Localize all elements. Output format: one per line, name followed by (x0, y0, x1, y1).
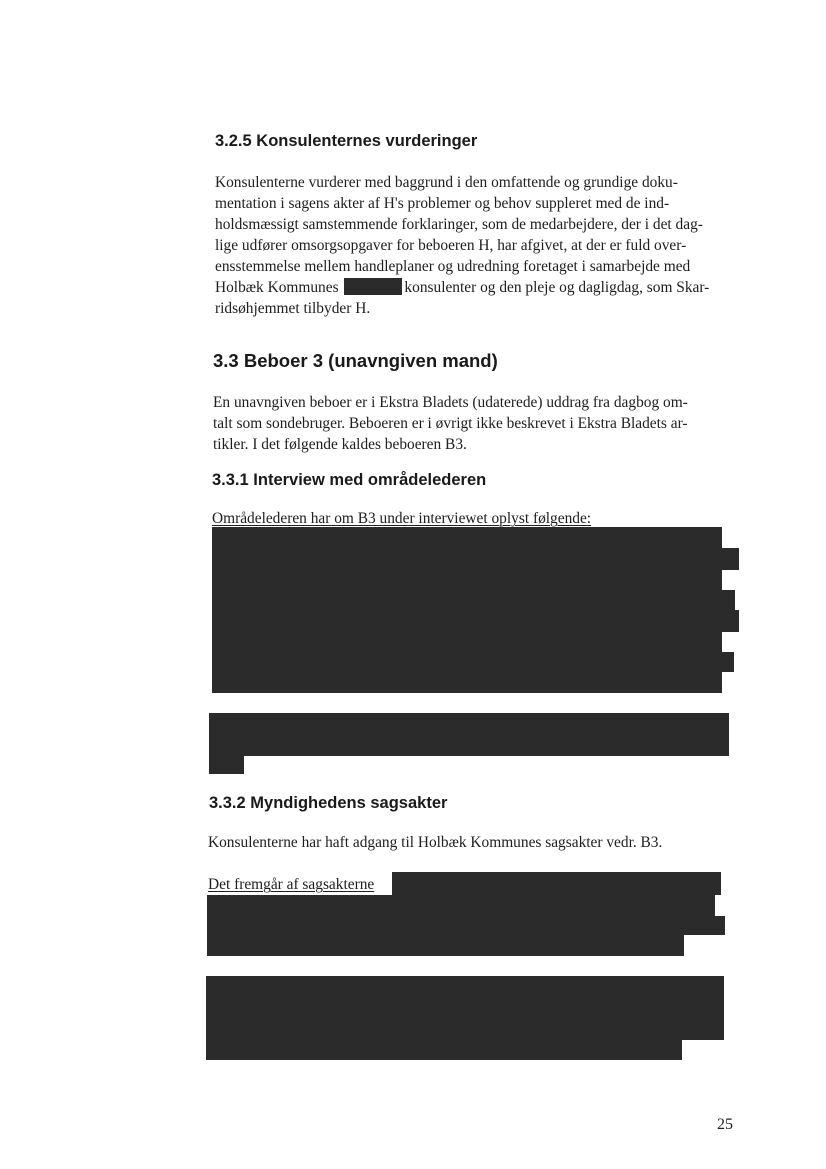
paragraph-line: talt som sondebruger. Beboeren er i øvrigt ikke beskrevet i Ekstra Bladets ar- (213, 415, 688, 432)
paragraph-line: tikler. I det følgende kaldes beboeren B3. (213, 436, 467, 453)
inline-redaction (344, 278, 402, 295)
paragraph-line: Konsulenterne vurderer med baggrund i den omfattende og grundige doku- (215, 174, 678, 191)
line-text-before-redaction: Holbæk Kommunes (215, 279, 339, 296)
section-heading-3-3-1: 3.3.1 Interview med områdelederen (212, 471, 487, 489)
paragraph-line: ridsøhjemmet tilbyder H. (215, 300, 371, 317)
paragraph-line: ensstemmelse mellem handleplaner og udredning foretaget i samarbejde med (215, 258, 691, 275)
section-heading-3-2-5: 3.2.5 Konsulenternes vurderinger (215, 132, 478, 150)
paragraph-line: Konsulenterne har haft adgang til Holbæk Kommunes sagsakter vedr. B3. (208, 834, 663, 851)
interview-intro: Områdelederen har om B3 under interviewet oplyst følgende: (212, 510, 592, 527)
paragraph-line: holdsmæssigt samstemmende forklaringer, som de medarbejdere, der i det dag- (215, 216, 703, 233)
line-text-after-redaction: konsulenter og den pleje og dagligdag, som Skar- (404, 279, 710, 296)
case-files-intro: Det fremgår af sagsakterne (208, 876, 375, 893)
paragraph-line: mentation i sagens akter af H's problemer og behov suppleret med de ind- (215, 195, 670, 212)
paragraph-line: lige udfører omsorgsopgaver for beboeren H, har afgivet, at der er fuld over- (215, 237, 687, 254)
section-heading-3-3: 3.3 Beboer 3 (unavngiven mand) (213, 350, 498, 371)
section-heading-3-3-2: 3.3.2 Myndighedens sagsakter (209, 794, 448, 812)
paragraph-line: En unavngiven beboer er i Ekstra Bladets (udaterede) uddrag fra dagbog om- (213, 394, 688, 411)
paragraph-line (215, 277, 709, 299)
page-number: 25 (717, 1116, 733, 1133)
